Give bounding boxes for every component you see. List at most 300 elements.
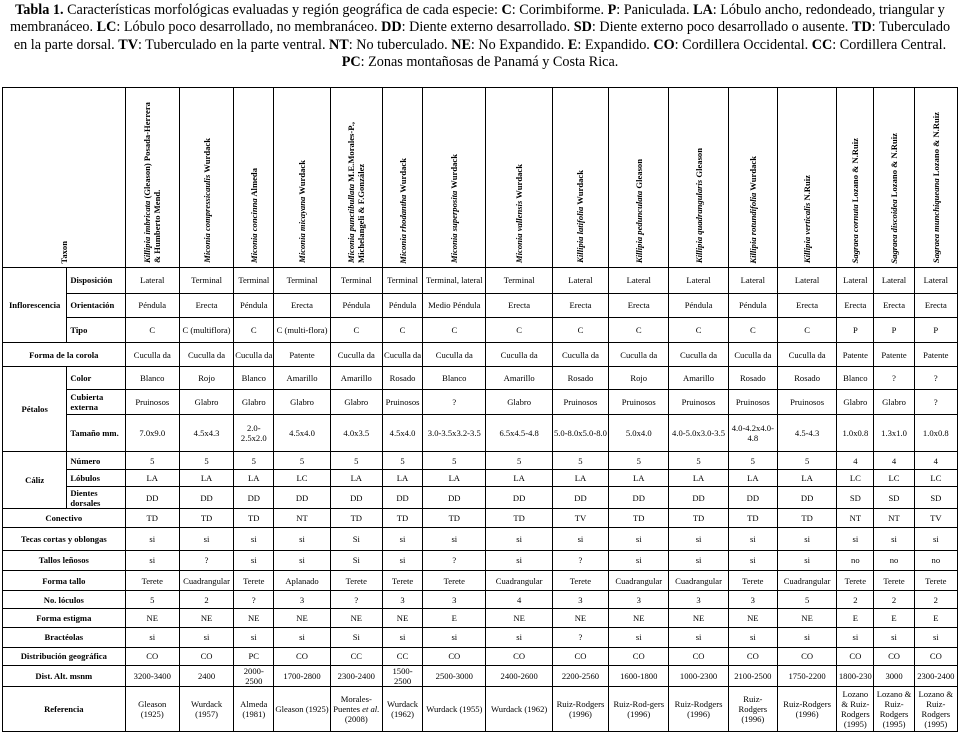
table-cell: LA [330,469,382,486]
table-cell: si [274,550,330,570]
table-cell: 3200-3400 [125,666,179,687]
table-cell: ? [874,367,914,389]
table-cell: Péndula [382,293,422,317]
table-row [3,486,958,508]
table-cell: C (multiflora) [179,317,233,342]
table-cell: 1.3x1.0 [874,415,914,452]
table-cell: TD [777,509,836,528]
table-cell: Terete [125,570,179,590]
table-cell: Lateral [914,268,957,293]
species-header-cell [728,88,777,268]
table-cell: Morales-Puentes et al. (2008) [330,687,382,732]
table-cell: C [234,317,274,342]
species-author: Wurdack [514,164,525,201]
table-cell: si [423,528,486,550]
table-cell: Cuculla da [125,343,179,367]
species-name [398,158,408,264]
species-name [514,164,524,263]
table-cell: CO [669,647,728,665]
caption-abbr-meaning: : Expandido. [577,36,654,53]
table-cell: TV [914,509,957,528]
table-cell: Erecta [777,293,836,317]
table-cell: Lateral [669,268,728,293]
table-cell: si [874,627,914,647]
table-cell: C [125,317,179,342]
species-header-cell [669,88,728,268]
table-cell: ? [234,591,274,609]
table-cell: Erecta [486,293,552,317]
table-cell: TD [669,509,728,528]
table-row [3,268,958,293]
table-cell: Gleason (1925) [274,687,330,732]
table-cell: CO [552,647,608,665]
table-cell: Blanco [125,367,179,389]
table-cell: Erecta [609,293,669,317]
caption-abbr-meaning: : Lóbulo poco desarrollado, no membranáceo. [116,19,382,36]
table-row [3,647,958,665]
table-cell: 4 [914,452,957,469]
table-cell: Pruinosos [728,389,777,414]
table-cell: Terminal [486,268,552,293]
table-cell: si [486,528,552,550]
table-cell: Terete [874,570,914,590]
table-row [3,317,958,342]
table-cell: Lateral [552,268,608,293]
table-cell: Glabro [179,389,233,414]
table-cell: 4 [837,452,874,469]
table-cell: 3 [423,591,486,609]
table-cell: TD [330,509,382,528]
caption-abbr: NE [451,36,471,53]
table-cell: TD [125,509,179,528]
species-header-cell [552,88,608,268]
table-cell: 2300-2400 [914,666,957,687]
table-cell: si [777,550,836,570]
table-cell: LA [382,469,422,486]
table-cell: CO [274,647,330,665]
table-cell: Cuculla da [382,343,422,367]
species-author: Gleason [693,148,704,180]
species-header-cell [234,88,274,268]
table-cell: 2100-2500 [728,666,777,687]
table-cell: TD [382,509,422,528]
table-cell: 1500-2500 [382,666,422,687]
table-cell: si [486,550,552,570]
table-cell: Pruinosos [609,389,669,414]
table-cell: 4.5x4.0 [274,415,330,452]
table-cell: Péndula [125,293,179,317]
table-cell: ? [330,591,382,609]
table-cell: Cuculla da [234,343,274,367]
table-cell: si [125,528,179,550]
row-label: Distribución geográfica [3,647,126,665]
row-label: No. lóculos [3,591,126,609]
species-author: Gleason [633,159,644,191]
species-author: Wurdack [397,157,408,195]
table-cell: P [874,317,914,342]
caption-abbr: P [607,2,617,18]
table-cell: E [837,609,874,627]
table-cell: CO [874,647,914,665]
table-cell: 5.0-8.0x5.0-8.0 [552,415,608,452]
table-cell: Terete [382,570,422,590]
table-cell: Terminal [179,268,233,293]
table-cell: Péndula [669,293,728,317]
row-label: Forma de la corola [3,343,126,367]
table-cell: si [382,627,422,647]
table-cell: si [777,528,836,550]
table-cell: si [914,528,957,550]
species-header-cell [486,88,552,268]
table-cell: 3000 [874,666,914,687]
species-name [931,112,941,263]
table-cell: Patente [274,343,330,367]
table-cell: si [125,627,179,647]
row-label: Bractéolas [3,627,126,647]
table-cell: 3.0-3.5x3.2-3.5 [423,415,486,452]
table-cell: si [669,528,728,550]
table-cell: PC [234,647,274,665]
table-cell: 2.0-2.5x2.0 [234,415,274,452]
table-cell: NE [777,609,836,627]
caption-abbr-meaning: : Diente externo desarrollado. [401,19,574,36]
table-cell: 5 [234,452,274,469]
species-binomial: Killipia imbricata [142,200,153,264]
table-cell: DD [330,486,382,508]
species-name [575,170,585,263]
table-cell: Cuculla da [669,343,728,367]
table-cell: NE [669,609,728,627]
caption-abbr-meaning: : Diente externo poco desarrollado o ausente. [591,19,852,36]
table-cell: 4.0-5.0x3.0-3.5 [669,415,728,452]
table-cell: Amarillo [274,367,330,389]
table-cell: ? [423,389,486,414]
table-cell: Si [330,528,382,550]
species-binomial: Miconia concinna [248,198,259,264]
table-cell: si [274,528,330,550]
table-cell: Ruiz-Rod-gers (1996) [609,687,669,732]
species-author: Wurdack [575,170,586,208]
species-name [694,148,704,263]
table-row [3,591,958,609]
table-cell: CO [609,647,669,665]
table-cell: CO [179,647,233,665]
caption-abbr: CC [811,36,833,53]
table-cell: Péndula [234,293,274,317]
table-cell: Rojo [609,367,669,389]
table-cell: Amarillo [330,367,382,389]
table-cell: Glabro [234,389,274,414]
taxon-header-cell [3,88,126,268]
table-cell: C (multi-flora) [274,317,330,342]
table-cell: 2200-2560 [552,666,608,687]
caption-abbr: LA [693,2,713,18]
row-label: Tecas cortas y oblongas [3,528,126,550]
table-cell: NE [330,609,382,627]
table-row [3,570,958,590]
species-author: (Gleason) Posada-Herrera & Humberto Mend. [142,102,163,264]
table-cell: P [914,317,957,342]
table-cell: si [234,528,274,550]
table-cell: Amarillo [486,367,552,389]
table-cell: Péndula [728,293,777,317]
table-cell: LA [423,469,486,486]
table-cell: 5 [669,452,728,469]
table-cell: LA [669,469,728,486]
species-binomial: Sagraea cornuta [850,204,861,264]
table-cell: si [179,627,233,647]
table-cell: si [609,528,669,550]
table-cell: C [728,317,777,342]
table-cell: DD [669,486,728,508]
table-row [3,415,958,452]
table-cell: Amarillo [669,367,728,389]
caption-abbr-meaning: : Paniculada. [616,2,694,18]
table-cell: CC [330,647,382,665]
caption-abbr-meaning: : Cordillera Occidental. [674,36,812,53]
table-cell: si [423,627,486,647]
table-cell: Lateral [837,268,874,293]
table-cell: Ruiz-Rodgers (1996) [669,687,728,732]
table-cell: 1700-2800 [274,666,330,687]
table-cell: CO [125,647,179,665]
species-binomial: Killipia rotundifolia [747,192,758,264]
table-cell: TD [179,509,233,528]
table-cell: Pruinosos [125,389,179,414]
row-label: Tipo [67,317,125,342]
table-cell: 5 [274,452,330,469]
table-cell: Cuculla da [330,343,382,367]
table-cell: 5 [728,452,777,469]
taxon-label: Taxon [58,240,69,264]
table-cell: NE [234,609,274,627]
table-cell: 3 [728,591,777,609]
table-cell: Cuculla da [179,343,233,367]
header-row [3,88,958,268]
table-cell: NT [274,509,330,528]
caption-abbr-meaning: : Tuberculado en la parte ventral. [137,36,330,53]
species-author: Lozano & N.Ruiz [850,137,861,205]
row-label: Dist. Alt. msnm [3,666,126,687]
table-cell: Ruiz-Rodgers (1996) [728,687,777,732]
table-cell: NE [728,609,777,627]
table-cell: Rojo [179,367,233,389]
table-cell: Erecta [552,293,608,317]
table-cell: Cuculla da [777,343,836,367]
species-binomial: Miconia micayana [297,197,308,264]
table-cell: Aplanado [274,570,330,590]
table-cell: Terminal [382,268,422,293]
table-cell: CC [382,647,422,665]
row-label: Forma tallo [3,570,126,590]
table-cell: NE [125,609,179,627]
table-row [3,666,958,687]
species-author: Almeda [248,168,259,199]
row-label: Número [67,452,125,469]
table-cell: Wurdack (1955) [423,687,486,732]
table-row [3,389,958,414]
table-cell: Ruiz-Rodgers (1996) [552,687,608,732]
table-cell: Cuadrangular [669,570,728,590]
table-cell: si [914,627,957,647]
table-cell: si [669,627,728,647]
table-cell: 5 [777,452,836,469]
table-cell: Cuadrangular [179,570,233,590]
table-cell: no [837,550,874,570]
table-cell: 4.5-4.3 [777,415,836,452]
table-cell: Glabro [274,389,330,414]
table-cell: Cuculla da [423,343,486,367]
row-label: Forma estigma [3,609,126,627]
species-header-cell [382,88,422,268]
species-binomial: Sagraea munchiqueana [930,178,941,264]
table-row [3,550,958,570]
table-cell: C [486,317,552,342]
row-label: Tamaño mm. [67,415,125,452]
table-cell: NT [837,509,874,528]
table-cell: Cuadrangular [486,570,552,590]
table-cell: TD [728,509,777,528]
row-label: Dientes dorsales [67,486,125,508]
table-cell: Lateral [728,268,777,293]
table-cell: 5 [125,591,179,609]
table-cell: Erecta [914,293,957,317]
table-cell: 5 [382,452,422,469]
table-cell: SD [874,486,914,508]
caption-abbr: TV [118,36,138,53]
table-row [3,452,958,469]
species-author: Wurdack [449,154,460,191]
table-cell: 1800-230 [837,666,874,687]
table-cell: si [669,550,728,570]
table-cell: LC [874,469,914,486]
table-cell: si [486,627,552,647]
table-cell: Rosado [552,367,608,389]
species-author: Wurdack [297,160,308,198]
table-cell: DD [423,486,486,508]
species-name [748,156,758,264]
table-cell: CO [914,647,957,665]
table-cell: Si [330,627,382,647]
caption-abbr: LC [96,19,117,36]
table-cell: ? [552,627,608,647]
caption-abbr-meaning: : No Expandido. [470,36,568,53]
table-cell: si [874,528,914,550]
table-cell: Cuadrangular [777,570,836,590]
table-cell: 2300-2400 [330,666,382,687]
table-cell: Glabro [330,389,382,414]
table-cell: Péndula [330,293,382,317]
species-header-cell [274,88,330,268]
species-header-cell [914,88,957,268]
species-header-cell [777,88,836,268]
table-cell: si [382,528,422,550]
species-name [802,175,812,263]
table-cell: C [669,317,728,342]
table-cell: 5 [330,452,382,469]
species-binomial: Killipia pedunculata [633,190,644,264]
table-cell: 2500-3000 [423,666,486,687]
table-cell: P [837,317,874,342]
table-cell: C [330,317,382,342]
table-cell: si [179,528,233,550]
table-cell: 4 [486,591,552,609]
species-name [449,154,459,263]
table-cell: Erecta [179,293,233,317]
table-cell: NE [609,609,669,627]
group-label: Inflorescencia [3,268,67,343]
table-cell: DD [777,486,836,508]
table-cell: Terete [914,570,957,590]
table-cell: SD [837,486,874,508]
species-author: Wurdack [747,155,758,193]
table-cell: Terete [837,570,874,590]
row-label: Conectivo [3,509,126,528]
caption-abbr: NT [329,36,349,53]
table-cell: Blanco [234,367,274,389]
table-cell: SD [914,486,957,508]
table-cell: CO [486,647,552,665]
caption-text: Características morfológicas evaluadas y región geográfica de cada especie: [63,2,502,18]
table-cell: 5 [552,452,608,469]
species-name [202,138,212,263]
caption-abbr: C [501,2,512,18]
table-cell: Lozano & Ruiz-Rodgers (1995) [874,687,914,732]
table-cell: LA [486,469,552,486]
table-cell: Terete [234,570,274,590]
table-cell: 5 [423,452,486,469]
table-cell: si [609,550,669,570]
row-label: Orientación [67,293,125,317]
table-cell: Wurdack (1962) [486,687,552,732]
table-cell: Lateral [125,268,179,293]
table-cell: 5 [609,452,669,469]
table-cell: DD [609,486,669,508]
table-cell: NE [274,609,330,627]
table-cell: 2 [179,591,233,609]
table-cell: TD [234,509,274,528]
table-cell: Lozano & Ruiz-Rodgers (1995) [914,687,957,732]
table-cell: Rosado [728,367,777,389]
table-cell: CO [777,647,836,665]
species-author: N.Ruiz [802,175,813,203]
table-cell: DD [179,486,233,508]
table-cell: Glabro [837,389,874,414]
table-cell: si [837,627,874,647]
table-cell: Pruinosos [669,389,728,414]
table-cell: 2000-2500 [234,666,274,687]
table-cell: 4.5x4.3 [179,415,233,452]
table-cell: 1.0x0.8 [837,415,874,452]
species-header-cell [125,88,179,268]
caption-abbr-meaning: : Zonas montañosas de Panamá y Costa Rica. [360,54,619,71]
table-cell: 2400-2600 [486,666,552,687]
table-cell: CO [837,647,874,665]
table-cell: ? [179,550,233,570]
table-cell: Terminal [274,268,330,293]
table-cell: C [552,317,608,342]
species-author: Wurdack [201,138,212,176]
table-cell: si [125,550,179,570]
table-cell: Cuculla da [486,343,552,367]
table-cell: Patente [874,343,914,367]
table-cell: no [874,550,914,570]
table-cell: 4.5x4.0 [382,415,422,452]
table-cell: Lateral [874,268,914,293]
species-header-cell [330,88,382,268]
table-cell: 2 [914,591,957,609]
species-name [249,168,259,263]
